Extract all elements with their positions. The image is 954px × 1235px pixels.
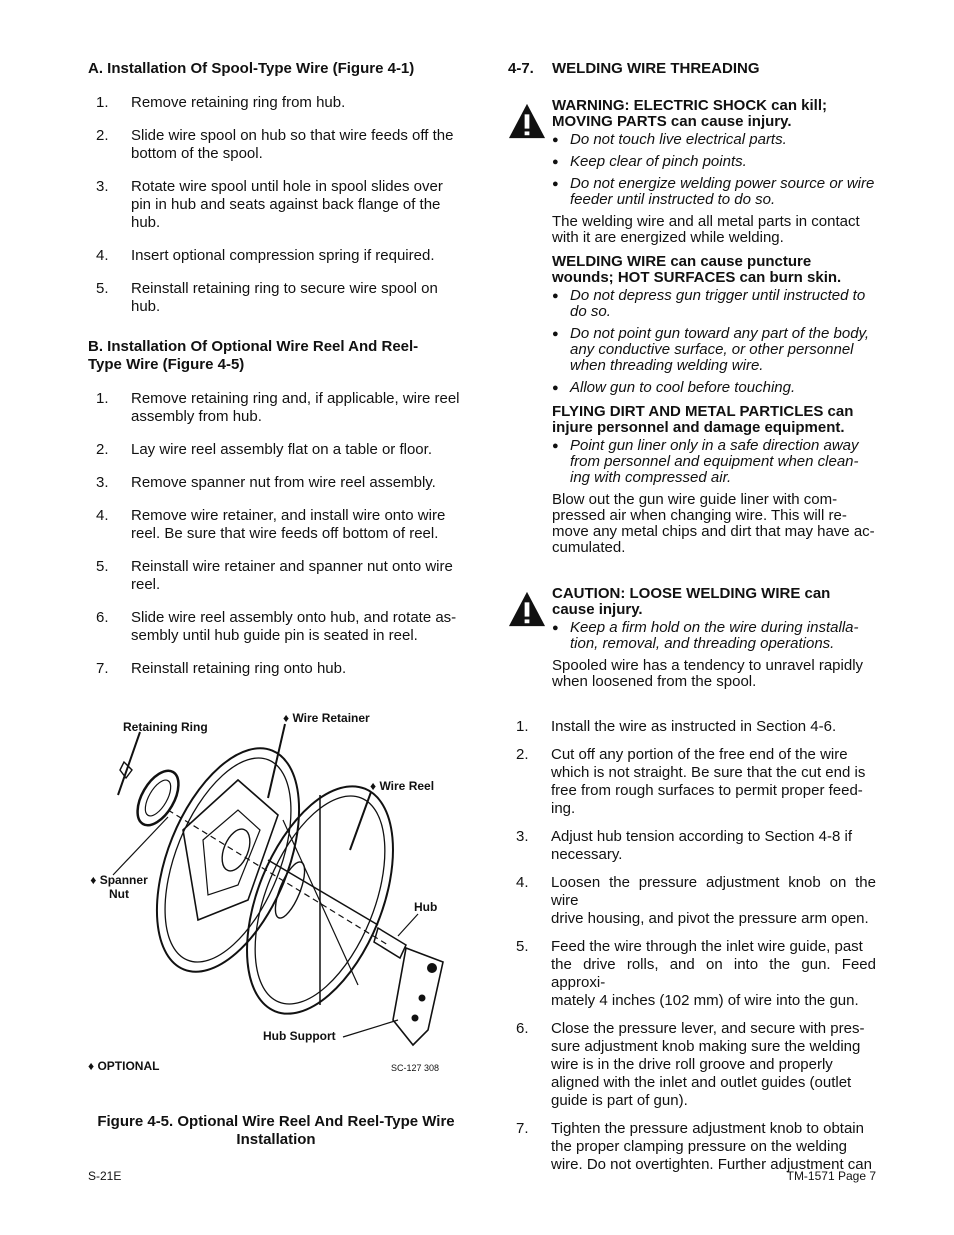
step-item <box>88 609 464 645</box>
step-text <box>551 1120 876 1174</box>
text-line: Point gun liner only in a safe direction away <box>570 437 859 454</box>
step-item <box>88 507 464 543</box>
bullet-text <box>570 132 787 148</box>
text-line: drive housing, and pivot the pressure arm open. <box>551 910 869 927</box>
caution-block <box>508 586 876 690</box>
step-item <box>88 247 464 265</box>
step-item <box>88 558 464 594</box>
text-line: Slide wire spool on hub so that wire feeds off the <box>131 127 454 144</box>
step-item <box>508 718 876 736</box>
text-line: feeder until instructed to do so. <box>570 191 776 208</box>
caution-title: CAUTION: LOOSE WELDING WIRE can cause injury. <box>552 585 831 618</box>
text-line: Remove spanner nut from wire reel assembly. <box>131 474 436 491</box>
text-line: Close the pressure lever, and secure with pres- <box>551 1020 865 1037</box>
step-number: 3. <box>516 828 529 845</box>
step-number: 7. <box>516 1120 529 1137</box>
text-line: aligned with the inlet and outlet guides (outlet <box>551 1074 852 1091</box>
warning-bullets-3 <box>552 438 876 486</box>
section-b-steps <box>88 390 464 678</box>
warning-bold-3 <box>552 404 876 436</box>
step-text <box>131 507 464 543</box>
step-number: 4. <box>96 507 109 524</box>
text-line: injure personnel and damage equipment. <box>552 419 845 436</box>
step-text <box>551 874 876 928</box>
bullet-dot-icon: ● <box>552 178 559 190</box>
text-line: Reinstall retaining ring to secure wire spool on <box>131 280 438 297</box>
bullet-text <box>570 438 859 486</box>
step-number: 1. <box>96 94 109 111</box>
text-line: Keep clear of pinch points. <box>570 153 747 170</box>
left-column <box>88 60 464 678</box>
text-line: Remove retaining ring from hub. <box>131 94 346 111</box>
footer-left: S-21E <box>88 1169 122 1183</box>
warning-bullets <box>552 132 876 208</box>
text-line: move any metal chips and dirt that may have ac- <box>552 523 875 540</box>
text-line: Remove retaining ring and, if applicable, wire reel <box>131 390 460 407</box>
label-wire-retainer: ♦ Wire Retainer <box>283 711 370 725</box>
text-line: Spooled wire has a tendency to unravel rapidly <box>552 657 864 674</box>
bullet-item <box>552 132 876 148</box>
text-line: Do not touch live electrical parts. <box>570 131 787 148</box>
text-line: wounds; HOT SURFACES can burn skin. <box>552 269 842 286</box>
text-line: Adjust hub tension according to Section 4-8 if <box>551 828 853 845</box>
threading-steps <box>508 718 876 1174</box>
text-line: tion, removal, and threading operations. <box>570 635 835 652</box>
text-line: wire. Do not overtighten. Further adjustment can <box>551 1156 872 1173</box>
text-line: Blow out the gun wire guide liner with com- <box>552 491 838 508</box>
step-number: 5. <box>96 280 109 297</box>
step-number: 5. <box>96 558 109 575</box>
step-item <box>88 660 464 678</box>
bullet-item <box>552 288 876 320</box>
bullet-dot-icon: ● <box>552 440 559 452</box>
text-line: Do not point gun toward any part of the body, <box>570 325 870 342</box>
step-text <box>131 474 464 492</box>
text-line: from personnel and equipment when clean- <box>570 453 859 470</box>
step-item <box>88 280 464 316</box>
text-line: bottom of the spool. <box>131 145 263 162</box>
text-line: Remove wire retainer, and install wire onto wire <box>131 507 446 524</box>
bullet-dot-icon: ● <box>552 290 559 302</box>
text-line: pressed air when changing wire. This will re- <box>552 507 847 524</box>
step-text <box>131 609 464 645</box>
step-item <box>88 441 464 459</box>
text-line: WELDING WIRE can cause puncture <box>552 253 812 270</box>
warning-triangle-icon <box>508 102 546 140</box>
caution-para <box>552 658 876 690</box>
label-optional: ♦ OPTIONAL <box>88 1059 160 1073</box>
text-line: Loosen the pressure adjustment knob on the wire <box>551 874 876 909</box>
text-line: when loosened from the spool. <box>552 673 757 690</box>
text-line: guide is part of gun). <box>551 1092 688 1109</box>
step-item <box>508 828 876 864</box>
step-item <box>88 390 464 426</box>
text-line: wire is in the drive roll groove and properly <box>551 1056 833 1073</box>
step-text <box>131 127 464 163</box>
step-text <box>131 280 464 316</box>
text-line: mately 4 inches (102 mm) of wire into the gun. <box>551 992 859 1009</box>
step-item <box>88 474 464 492</box>
bullet-item <box>552 438 876 486</box>
text-line: which is not straight. Be sure that the cut end is <box>551 764 866 781</box>
text-line: cumulated. <box>552 539 626 556</box>
text-line: Tighten the pressure adjustment knob to obtain <box>551 1120 864 1137</box>
bullet-item <box>552 154 876 170</box>
bullet-dot-icon: ● <box>552 328 559 340</box>
text-line: Do not energize welding power source or wire <box>570 175 875 192</box>
step-number: 3. <box>96 474 109 491</box>
section-4-7-heading: 4-7. WELDING WIRE THREADING <box>508 60 760 77</box>
step-text <box>551 938 876 1010</box>
text-line: the proper clamping pressure on the welding <box>551 1138 848 1155</box>
text-line: ing. <box>551 800 576 817</box>
warning-bullets-2 <box>552 288 876 396</box>
warning-para-1 <box>552 214 876 246</box>
step-number: 1. <box>516 718 529 735</box>
step-number: 4. <box>96 247 109 264</box>
text-line: FLYING DIRT AND METAL PARTICLES can <box>552 403 854 420</box>
text-line: when threading welding wire. <box>570 357 764 374</box>
step-text <box>131 441 464 459</box>
step-item <box>508 1020 876 1110</box>
text-line: assembly from hub. <box>131 408 262 425</box>
bullet-text <box>570 326 869 374</box>
step-number: 2. <box>96 127 109 144</box>
text-line: ing with compressed air. <box>570 469 732 486</box>
footer-right: TM-1571 Page 7 <box>786 1169 876 1183</box>
bullet-dot-icon: ● <box>552 382 559 394</box>
step-number: 2. <box>96 441 109 458</box>
text-line: Install the wire as instructed in Section 4-6. <box>551 718 837 735</box>
text-line: hub. <box>131 298 161 315</box>
warning-title: WARNING: ELECTRIC SHOCK can kill; MOVING PARTS can cause injury. <box>552 97 828 130</box>
label-hub-support: Hub Support <box>263 1029 336 1043</box>
step-text <box>131 247 464 265</box>
step-number: 1. <box>96 390 109 407</box>
label-spanner-nut: ♦ Spanner Nut <box>90 873 148 901</box>
text-line: Rotate wire spool until hole in spool slides over <box>131 178 443 195</box>
text-line: the drive rolls, and on into the gun. Feed approxi- <box>551 956 876 991</box>
bullet-text <box>570 176 874 208</box>
section-a-steps <box>88 94 464 316</box>
text-line: Feed the wire through the inlet wire guide, past <box>551 938 863 955</box>
text-line: necessary. <box>551 846 623 863</box>
bullet-item <box>552 326 876 374</box>
step-item <box>508 746 876 818</box>
step-text <box>131 390 464 426</box>
text-line: Reinstall retaining ring onto hub. <box>131 660 347 677</box>
bullet-text <box>570 620 859 652</box>
text-line: hub. <box>131 214 161 231</box>
bullet-item <box>552 380 876 396</box>
step-text <box>131 178 464 232</box>
text-line: sembly until hub guide pin is seated in reel. <box>131 627 418 644</box>
text-line: pin in hub and seats against back flange of the <box>131 196 441 213</box>
step-text <box>131 660 464 678</box>
text-line: Cut off any portion of the free end of the wire <box>551 746 848 763</box>
label-retaining-ring: Retaining Ring <box>123 720 208 734</box>
text-line: The welding wire and all metal parts in contact <box>552 213 860 230</box>
bullet-dot-icon: ● <box>552 134 559 146</box>
text-line: with it are energized while welding. <box>552 229 784 246</box>
label-wire-reel: ♦ Wire Reel <box>370 779 435 793</box>
step-number: 6. <box>516 1020 529 1037</box>
text-line: Do not depress gun trigger until instructed to <box>570 287 866 304</box>
bullet-text <box>570 154 747 170</box>
wire-reel-figure <box>88 700 464 1080</box>
caution-bullets <box>552 620 876 652</box>
figure-code: SC-127 308 <box>391 1063 440 1073</box>
step-text <box>551 746 876 818</box>
label-hub: Hub <box>414 900 438 914</box>
caution-triangle-icon <box>508 590 546 628</box>
text-line: free from rough surfaces to permit proper feed- <box>551 782 863 799</box>
bullet-dot-icon: ● <box>552 156 559 168</box>
bullet-dot-icon: ● <box>552 622 559 634</box>
step-item <box>88 127 464 163</box>
step-number: 7. <box>96 660 109 677</box>
text-line: sure adjustment knob making sure the welding <box>551 1038 861 1055</box>
section-a-heading: A. Installation Of Spool-Type Wire (Figure 4-1) <box>88 60 415 77</box>
step-text <box>131 558 464 594</box>
bullet-item <box>552 620 876 652</box>
text-line: Reinstall wire retainer and spanner nut onto wire <box>131 558 453 575</box>
step-text <box>551 718 876 736</box>
warning-block <box>508 98 876 556</box>
step-number: 2. <box>516 746 529 763</box>
figure-caption: Figure 4-5. Optional Wire Reel And Reel-Type Wire Installation <box>97 1113 455 1148</box>
text-line: Insert optional compression spring if required. <box>131 247 435 264</box>
bullet-item <box>552 176 876 208</box>
step-number: 3. <box>96 178 109 195</box>
step-number: 5. <box>516 938 529 955</box>
text-line: any conductive surface, or other personnel <box>570 341 854 358</box>
bullet-text <box>570 380 795 396</box>
text-line: reel. Be sure that wire feeds off bottom of reel. <box>131 525 439 542</box>
section-b-heading: B. Installation Of Optional Wire Reel And Reel- Type Wire (Figure 4-5) <box>88 338 419 373</box>
step-item <box>508 938 876 1010</box>
step-text <box>131 94 464 112</box>
warning-bold-2 <box>552 254 876 286</box>
step-item <box>508 874 876 928</box>
right-column <box>508 60 876 1174</box>
step-number: 6. <box>96 609 109 626</box>
text-line: reel. <box>131 576 161 593</box>
step-item <box>88 94 464 112</box>
step-number: 4. <box>516 874 529 891</box>
step-item <box>508 1120 876 1174</box>
step-item <box>88 178 464 232</box>
text-line: Slide wire reel assembly onto hub, and rotate as- <box>131 609 457 626</box>
bullet-text <box>570 288 865 320</box>
step-text <box>551 1020 876 1110</box>
step-text <box>551 828 876 864</box>
text-line: Allow gun to cool before touching. <box>570 379 796 396</box>
text-line: Keep a firm hold on the wire during installa- <box>570 619 859 636</box>
text-line: do so. <box>570 303 611 320</box>
warning-para-2 <box>552 492 876 556</box>
text-line: Lay wire reel assembly flat on a table or floor. <box>131 441 432 458</box>
